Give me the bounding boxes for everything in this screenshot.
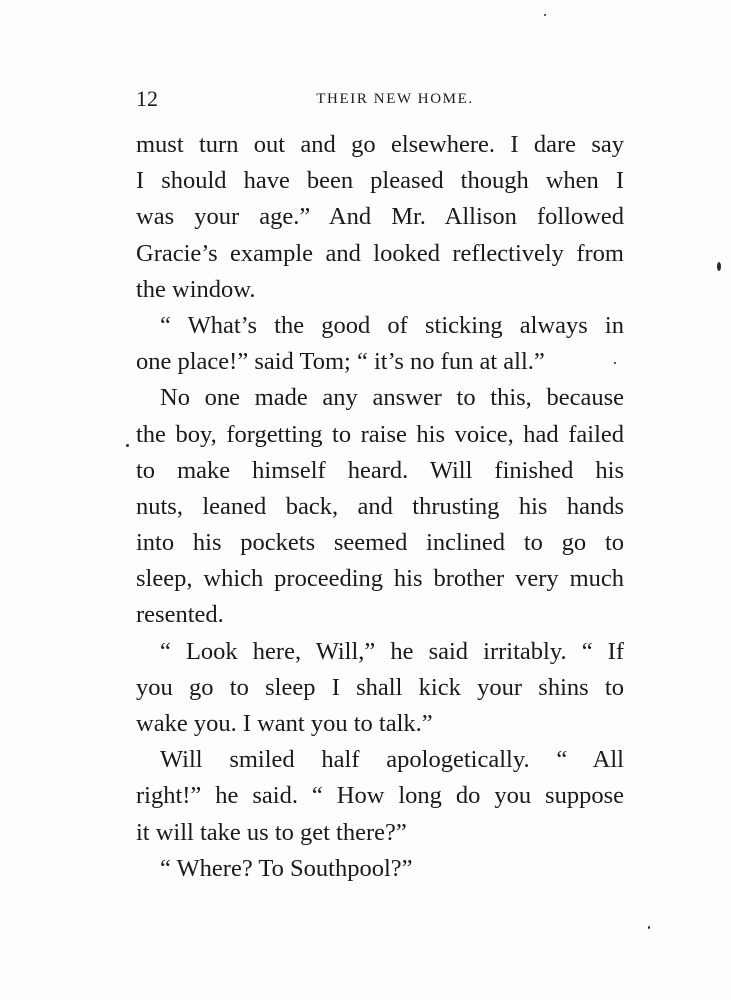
text-line: Will smiled half apologetically. “ All (160, 746, 624, 774)
text-line: sleep, which proceeding his brother very much (136, 565, 624, 593)
text-line: I should have been pleased though when I (136, 167, 624, 195)
text-line: was your age.” And Mr. Allison followed (136, 203, 624, 231)
text-line: right!” he said. “ How long do you suppose (136, 782, 624, 810)
text-line: to make himself heard. Will finished his (136, 456, 624, 484)
text-line: must turn out and go elsewhere. I dare say (136, 131, 624, 158)
text-line: No one made any answer to this, because (160, 384, 624, 412)
text-line: Gracie’s example and looked reflectively from (136, 239, 624, 267)
ink-speck (717, 262, 721, 271)
text-line: resented. (136, 601, 224, 629)
text-line: “ What’s the good of sticking always in (160, 311, 624, 339)
ink-speck (126, 444, 129, 447)
ink-speck (614, 362, 616, 364)
page-number: 12 (136, 86, 158, 111)
chapter-title: THEIR NEW HOME. (316, 91, 474, 107)
ink-speck (544, 14, 546, 16)
text-line: “ Look here, Will,” he said irritably. “ If (160, 637, 624, 665)
running-head (136, 86, 624, 116)
text-line: one place!” said Tom; “ it’s no fun at all.” (136, 348, 545, 376)
text-line: wake you. I want you to talk.” (136, 710, 433, 737)
text-line: “ Where? To Southpool?” (160, 854, 413, 882)
ink-speck (648, 926, 650, 929)
text-line: the boy, forgetting to raise his voice, had failed (136, 420, 624, 448)
text-line: it will take us to get there?” (136, 818, 407, 846)
text-line: nuts, leaned back, and thrusting his hands (136, 492, 624, 520)
text-line: into his pockets seemed inclined to go to (136, 529, 624, 557)
text-line: the window. (136, 275, 256, 303)
text-line: you go to sleep I shall kick your shins to (136, 673, 624, 701)
body-text (136, 127, 624, 887)
